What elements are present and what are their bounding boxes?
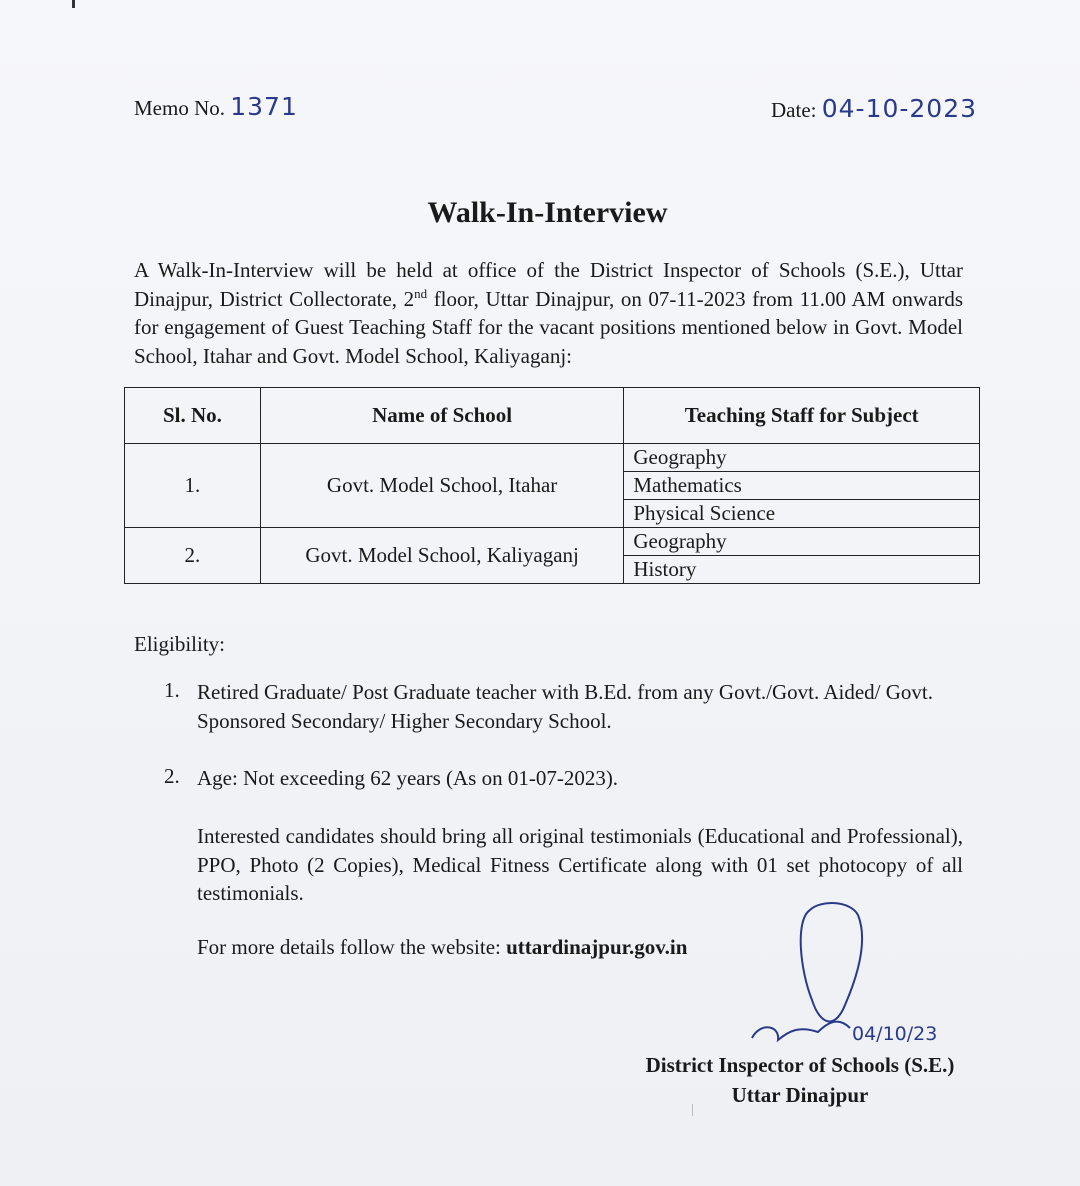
designation-block bbox=[630, 1050, 970, 1110]
signature-date: 04/10/23 bbox=[852, 1023, 938, 1045]
row-2-sl: 2. bbox=[125, 528, 261, 584]
memo-label: Memo No. bbox=[134, 96, 225, 120]
row-1-subject-2: Mathematics bbox=[624, 472, 980, 500]
date-value-handwritten: 04-10-2023 bbox=[821, 94, 978, 123]
website-label: For more details follow the website: bbox=[197, 935, 507, 959]
eligibility-item-1-number: 1. bbox=[164, 678, 180, 702]
row-2-subject-2: History bbox=[624, 556, 980, 584]
intro-paragraph bbox=[134, 256, 963, 370]
eligibility-item-1-text: Retired Graduate/ Post Graduate teacher with B.Ed. from any Govt./Govt. Aided/ Govt. Sponsored Secondary/ Higher Secondary School. bbox=[197, 680, 933, 733]
date-line bbox=[771, 94, 977, 123]
row-2-subject-1: Geography bbox=[624, 528, 980, 556]
intro-superscript: nd bbox=[414, 285, 428, 301]
signature-name-stroke bbox=[752, 1022, 850, 1040]
date-label: Date: bbox=[771, 98, 817, 122]
signature-loop-stroke bbox=[801, 903, 862, 1021]
table-header-row bbox=[125, 388, 980, 444]
row-1-school: Govt. Model School, Itahar bbox=[260, 444, 624, 528]
memo-number-handwritten: 1371 bbox=[230, 92, 298, 121]
header-sl-no: Sl. No. bbox=[125, 388, 261, 444]
eligibility-item-2-number: 2. bbox=[164, 764, 180, 788]
scan-mark bbox=[72, 0, 75, 8]
header-subject: Teaching Staff for Subject bbox=[624, 388, 980, 444]
scan-artifact bbox=[692, 1104, 693, 1116]
designation-title: District Inspector of Schools (S.E.) bbox=[645, 1053, 955, 1077]
vacancy-table bbox=[124, 387, 980, 584]
intro-text-part1: A Walk-In-Interview will be held at office of the District Inspector of Schools (S.E.), Uttar Dinajpur, District Collectorate, 2 bbox=[134, 258, 963, 311]
row-1-sl: 1. bbox=[125, 444, 261, 528]
row-1-subject-3: Physical Science bbox=[624, 500, 980, 528]
eligibility-item-2-text: Age: Not exceeding 62 years (As on 01-07-2023). bbox=[197, 766, 619, 790]
memo-number-line bbox=[134, 92, 298, 121]
intro-text-part2: floor, Uttar Dinajpur, on 07-11-2023 from 11.00 AM onwards for engagement of Guest Teaching Staff for the vacant positions mentioned below in Govt. Model School, Itahar and Govt. Model School, Kaliyaganj: bbox=[134, 286, 963, 368]
table-row bbox=[125, 444, 980, 472]
website-line bbox=[197, 935, 687, 960]
instructions-paragraph: Interested candidates should bring all original testimonials (Educational and Professional), PPO, Photo (2 Copies), Medical Fitness Certificate along with 01 set photocopy of all testimonials. bbox=[197, 824, 963, 905]
row-1-subject-1: Geography bbox=[624, 444, 980, 472]
table-row bbox=[125, 528, 980, 556]
row-2-school: Govt. Model School, Kaliyaganj bbox=[260, 528, 624, 584]
signature-image bbox=[740, 900, 980, 1060]
header-school-name: Name of School bbox=[260, 388, 624, 444]
designation-location: Uttar Dinajpur bbox=[731, 1083, 869, 1107]
document-title: Walk-In-Interview bbox=[427, 196, 668, 229]
eligibility-heading: Eligibility: bbox=[134, 632, 226, 656]
website-link[interactable]: uttardinajpur.gov.in bbox=[506, 935, 688, 959]
